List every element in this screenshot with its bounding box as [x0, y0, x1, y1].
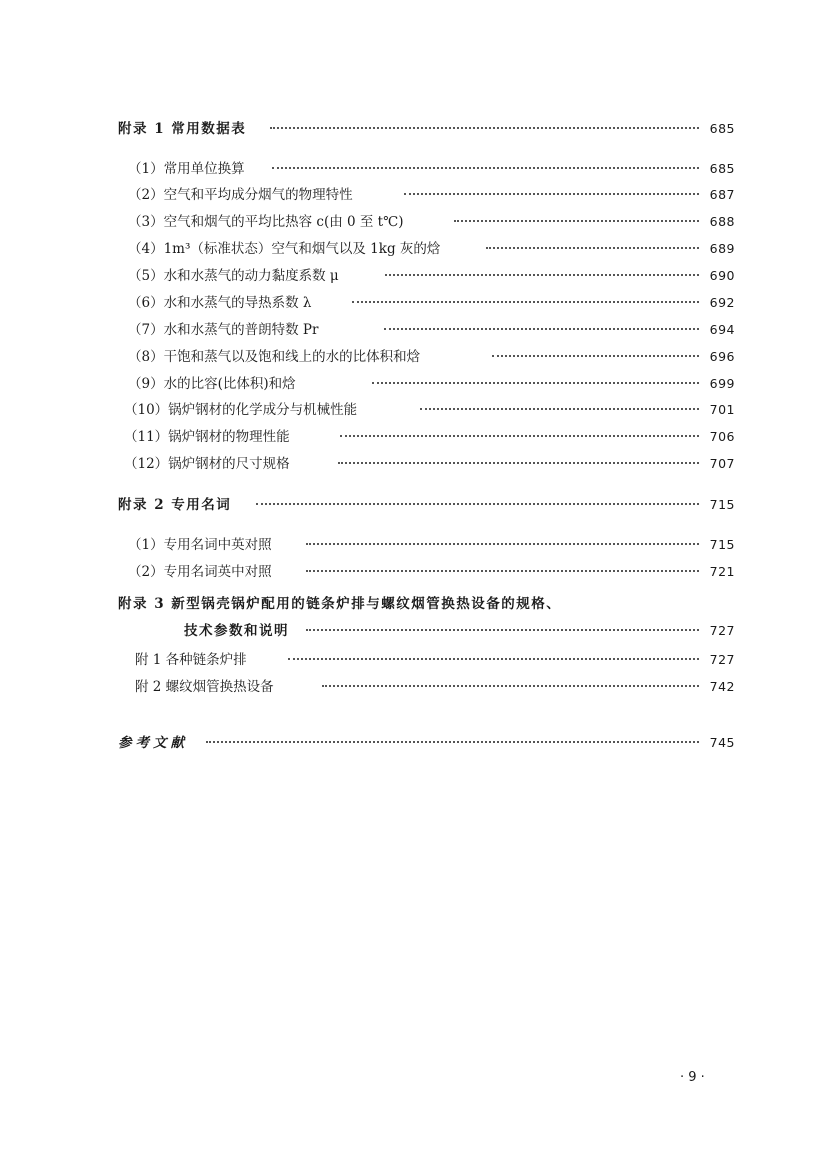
toc-entry-page: 745	[709, 735, 735, 750]
toc-entry-page: 687	[709, 187, 735, 202]
toc-entry-label: （7）水和水蒸气的普朗特数 Pr	[128, 322, 319, 338]
leader-dots	[420, 408, 699, 410]
toc-entry-page: 715	[709, 497, 735, 512]
toc-entry-page: 721	[709, 564, 735, 579]
toc-entry-page: 685	[709, 121, 735, 136]
toc-entry-label: （4）1m³（标准状态）空气和烟气以及 1kg 灰的焓	[128, 241, 441, 257]
toc-subentry[interactable]	[0, 425, 827, 449]
toc-subentry[interactable]	[0, 345, 827, 369]
leader-dots	[372, 382, 699, 384]
leader-dots	[492, 355, 699, 357]
toc-entry-references[interactable]	[0, 731, 827, 755]
toc-entry-page: 692	[709, 295, 735, 310]
toc-entry-appendix-2[interactable]	[0, 493, 827, 517]
toc-entry-page: 701	[709, 402, 735, 417]
toc-entry-page: 727	[709, 623, 735, 638]
leader-dots	[385, 274, 699, 276]
toc-subentry[interactable]	[0, 648, 827, 672]
toc-entry-page: 742	[709, 679, 735, 694]
toc-entry-label: （11）锅炉钢材的物理性能	[124, 429, 290, 445]
toc-entry-page: 696	[709, 349, 735, 364]
toc-subentry[interactable]	[0, 372, 827, 396]
toc-subentry[interactable]	[0, 264, 827, 288]
leader-dots	[206, 741, 699, 743]
toc-entry-label: （1）专用名词中英对照	[128, 537, 272, 553]
toc-subentry[interactable]	[0, 183, 827, 207]
leader-dots	[306, 629, 699, 631]
toc-entry-label: 附 1 各种链条炉排	[135, 652, 247, 668]
leader-dots	[486, 247, 699, 249]
leader-dots	[306, 543, 699, 545]
toc-entry-label: （9）水的比容(比体积)和焓	[128, 376, 296, 392]
leader-dots	[384, 328, 699, 330]
page-number: · 9 ·	[680, 1070, 705, 1085]
toc-entry-label: 附录 1 常用数据表	[118, 121, 247, 137]
toc-entry-label: （12）锅炉钢材的尺寸规格	[124, 456, 290, 472]
toc-entry-page: 688	[709, 214, 735, 229]
toc-entry-page: 685	[709, 161, 735, 176]
toc-entry-page: 689	[709, 241, 735, 256]
toc-entry-label: （1）常用单位换算	[128, 161, 245, 177]
toc-subentry[interactable]	[0, 157, 827, 181]
leader-dots	[338, 462, 699, 464]
toc-entry-label: （6）水和水蒸气的导热系数 λ	[128, 295, 312, 311]
toc-entry-label: （8）干饱和蒸气以及饱和线上的水的比体积和焓	[128, 349, 421, 365]
toc-entry-label: （3）空气和烟气的平均比热容 c(由 0 至 t℃)	[128, 214, 404, 230]
leader-dots	[288, 658, 699, 660]
leader-dots	[256, 503, 699, 505]
toc-subentry[interactable]	[0, 398, 827, 422]
toc-entry-label-continued: 技术参数和说明	[184, 623, 289, 639]
toc-entry-label: 附 2 螺纹烟管换热设备	[135, 679, 274, 695]
toc-entry-label: 附录 2 专用名词	[118, 497, 232, 513]
toc-subentry[interactable]	[0, 533, 827, 557]
toc-entry-appendix-3-title	[0, 592, 827, 616]
toc-entry-appendix-3[interactable]	[0, 619, 827, 643]
toc-entry-label: （5）水和水蒸气的动力黏度系数 μ	[128, 268, 339, 284]
toc-entry-page: 694	[709, 322, 735, 337]
leader-dots	[454, 220, 699, 222]
toc-entry-page: 707	[709, 456, 735, 471]
leader-dots	[352, 301, 699, 303]
toc-entry-appendix-1[interactable]	[0, 117, 827, 141]
toc-entry-page: 706	[709, 429, 735, 444]
toc-entry-label: （2）空气和平均成分烟气的物理特性	[128, 187, 353, 203]
toc-subentry[interactable]	[0, 675, 827, 699]
toc-subentry[interactable]	[0, 210, 827, 234]
toc-entry-page: 699	[709, 376, 735, 391]
toc-entry-page: 715	[709, 537, 735, 552]
toc-entry-page: 690	[709, 268, 735, 283]
leader-dots	[404, 193, 699, 195]
leader-dots	[340, 435, 699, 437]
toc-entry-label: 附录 3 新型锅壳锅炉配用的链条炉排与螺纹烟管换热设备的规格、	[118, 596, 562, 612]
toc-entry-page: 727	[709, 652, 735, 667]
leader-dots	[272, 167, 699, 169]
toc-subentry[interactable]	[0, 318, 827, 342]
toc-entry-label: 参考文献	[118, 735, 188, 751]
leader-dots	[322, 685, 699, 687]
leader-dots	[306, 570, 699, 572]
leader-dots	[270, 127, 699, 129]
toc-subentry[interactable]	[0, 560, 827, 584]
toc-entry-label: （2）专用名词英中对照	[128, 564, 272, 580]
toc-entry-label: （10）锅炉钢材的化学成分与机械性能	[124, 402, 358, 418]
toc-subentry[interactable]	[0, 237, 827, 261]
toc-subentry[interactable]	[0, 452, 827, 476]
toc-subentry[interactable]	[0, 291, 827, 315]
